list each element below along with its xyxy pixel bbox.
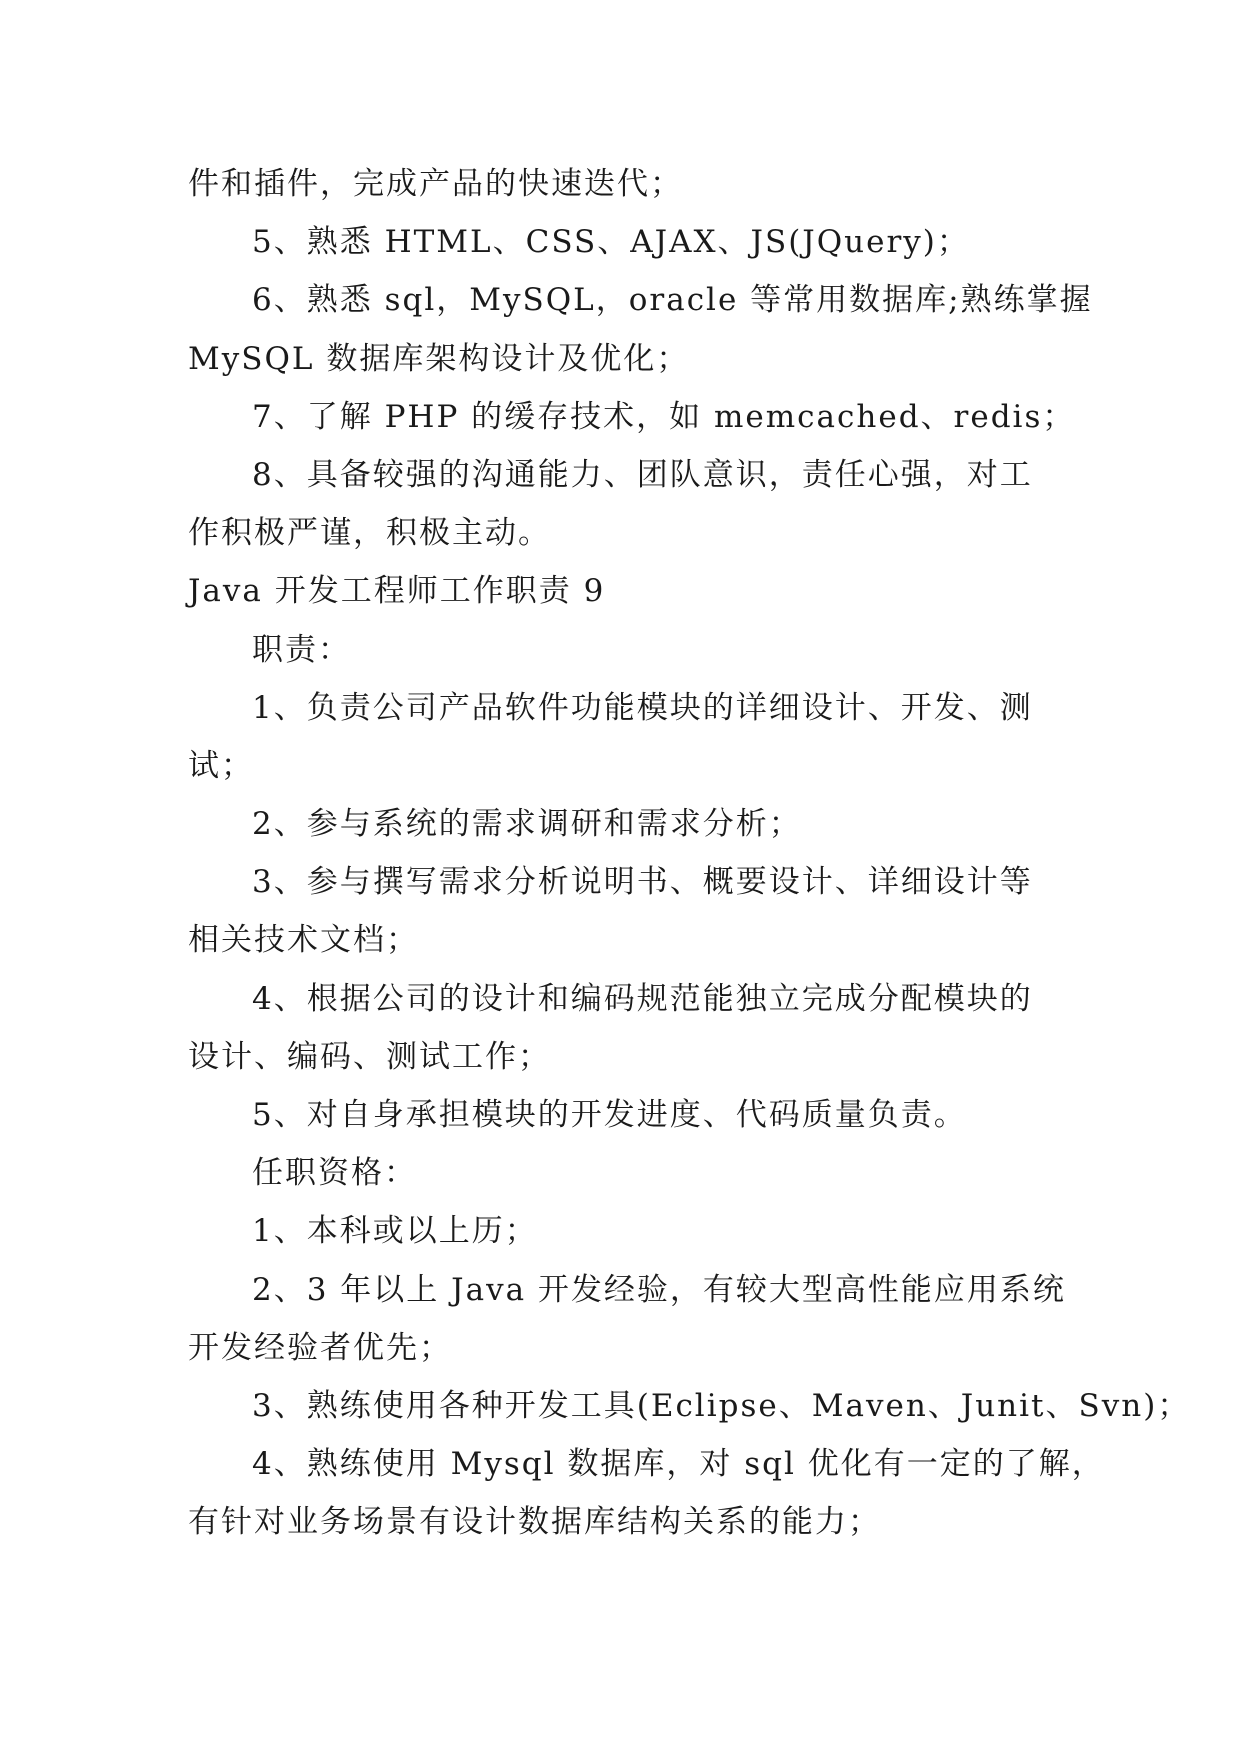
text-line: 3、熟练使用各种开发工具(Eclipse、Maven、Junit、Svn)； <box>252 1387 1191 1424</box>
text-line: Java 开发工程师工作职责 9 <box>188 573 606 610</box>
text-line: 7、了解 PHP 的缓存技术，如 memcached、redis； <box>252 398 1076 435</box>
text-line: 4、熟练使用 Mysql 数据库，对 sql 优化有一定的了解， <box>252 1446 1105 1483</box>
text-line: 1、负责公司产品软件功能模块的详细设计、开发、测 <box>252 689 1033 726</box>
text-line: 职责： <box>252 631 351 668</box>
text-line: 件和插件，完成产品的快速迭代； <box>188 166 683 202</box>
text-line: 2、3 年以上 Java 开发经验，有较大型高性能应用系统 <box>252 1271 1066 1308</box>
document-body <box>188 155 1191 1552</box>
text-line: MySQL 数据库架构设计及优化； <box>188 340 690 377</box>
text-line: 有针对业务场景有设计数据库结构关系的能力； <box>188 1504 881 1541</box>
text-line: 作积极严谨，积极主动。 <box>188 515 551 552</box>
text-line: 8、具备较强的沟通能力、团队意识，责任心强，对工 <box>252 456 1033 493</box>
text-line: 试； <box>188 747 254 784</box>
text-line: 6、熟悉 sql，MySQL，oracle 等常用数据库;熟练掌握 <box>252 282 1093 319</box>
text-line: 2、参与系统的需求调研和需求分析； <box>252 806 802 843</box>
text-line: 5、熟悉 HTML、CSS、AJAX、JS(JQuery)； <box>252 224 970 261</box>
text-line: 任职资格： <box>252 1155 417 1192</box>
text-line: 开发经验者优先； <box>188 1329 452 1366</box>
text-line: 5、对自身承担模块的开发进度、代码质量负责。 <box>252 1097 967 1133</box>
text-line: 设计、编码、测试工作； <box>188 1038 551 1075</box>
text-line: 3、参与撰写需求分析说明书、概要设计、详细设计等 <box>252 864 1033 901</box>
text-line: 1、本科或以上历； <box>252 1213 538 1250</box>
text-line: 相关技术文档； <box>188 922 419 959</box>
text-line: 4、根据公司的设计和编码规范能独立完成分配模块的 <box>252 980 1033 1017</box>
